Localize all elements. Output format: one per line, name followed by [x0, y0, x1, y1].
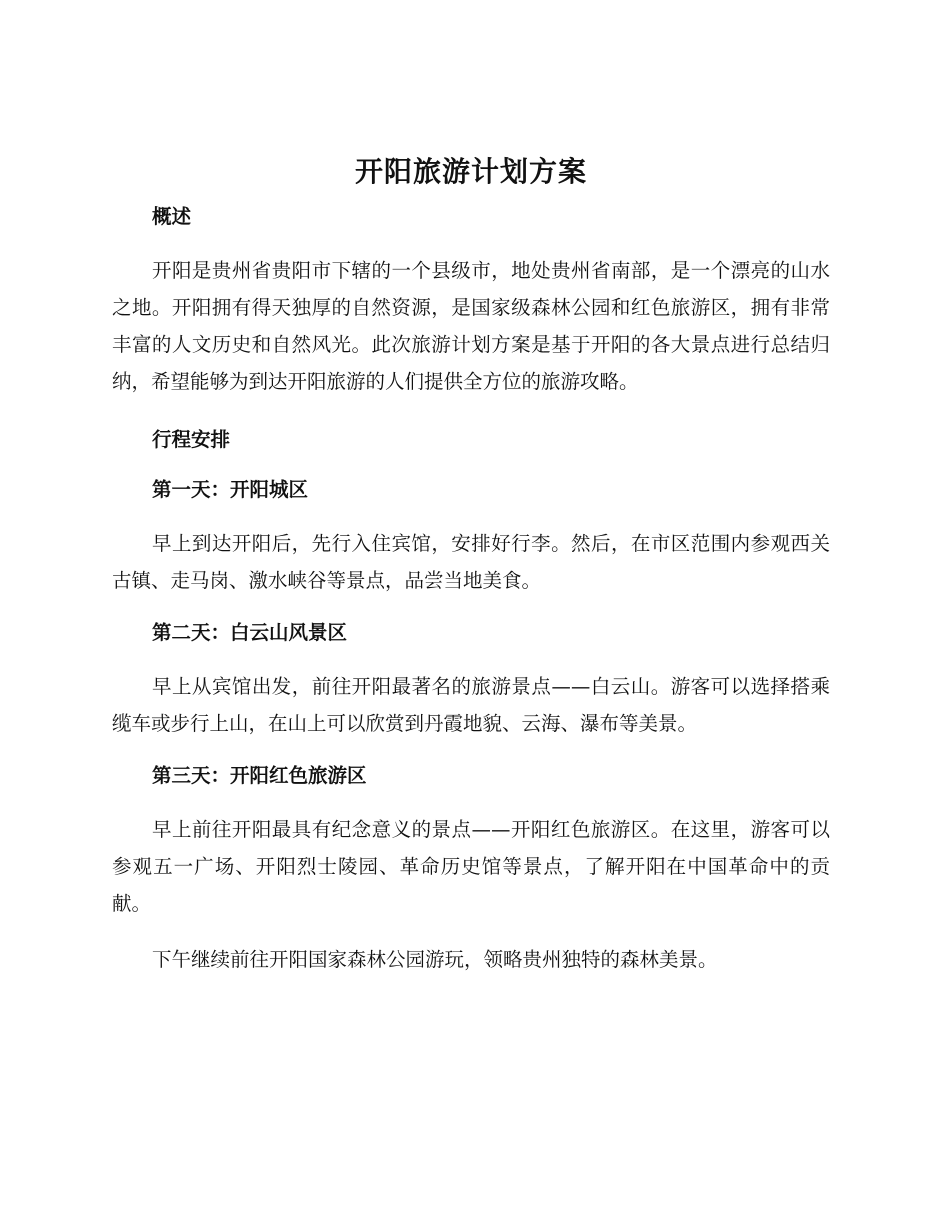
- document-page: [112, 150, 830, 997]
- day1-heading: 第一天：开阳城区: [152, 478, 309, 501]
- day2-paragraph: 早上从宾馆出发，前往开阳最著名的旅游景点——白云山。游客可以选择搭乘缆车或步行上山，在山上可以欣赏到丹霞地貌、云海、瀑布等美景。: [112, 675, 830, 735]
- overview-heading: 概述: [152, 205, 192, 228]
- day3-afternoon-paragraph: 下午继续前往开阳国家森林公园游玩，领略贵州独特的森林美景。: [152, 948, 718, 971]
- day2-heading: 第二天：白云山风景区: [152, 621, 348, 644]
- overview-paragraph: 开阳是贵州省贵阳市下辖的一个县级市，地处贵州省南部，是一个漂亮的山水之地。开阳拥有得天独厚的自然资源，是国家级森林公园和红色旅游区，拥有非常丰富的人文历史和自然风光。此次旅游计划方案是基于开阳的各大景点进行总结归纳，希望能够为到达开阳旅游的人们提供全方位的旅游攻略。: [112, 259, 830, 393]
- day3-paragraph: 早上前往开阳最具有纪念意义的景点——开阳红色旅游区。在这里，游客可以参观五一广场、开阳烈士陵园、革命历史馆等景点，了解开阳在中国革命中的贡献。: [112, 818, 830, 915]
- itinerary-heading: 行程安排: [152, 428, 231, 451]
- day3-heading: 第三天：开阳红色旅游区: [152, 764, 367, 787]
- day1-paragraph: 早上到达开阳后，先行入住宾馆，安排好行李。然后，在市区范围内参观西关古镇、走马岗、激水峡谷等景点，品尝当地美食。: [112, 532, 830, 592]
- document-title: 开阳旅游计划方案: [354, 155, 587, 188]
